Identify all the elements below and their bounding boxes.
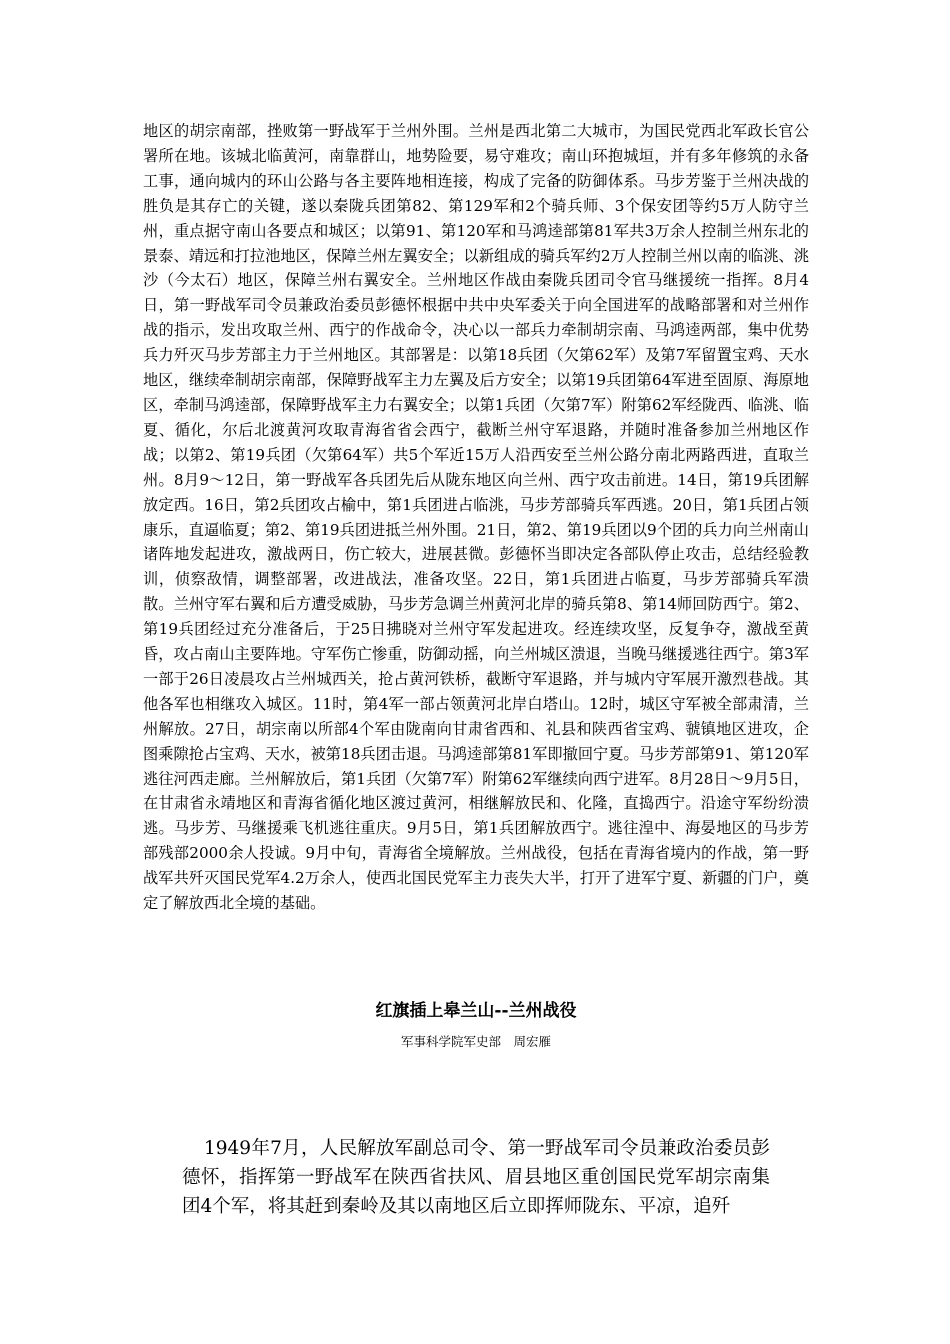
article-title: 红旗插上皋兰山--兰州战役 <box>375 1001 577 1021</box>
lead-paragraph: 1949年7月，人民解放军副总司令、第一野战军司令员兼政治委员彭德怀，指挥第一野战军在陕西省扶风、眉县地区重创国民党军胡宗南集团4个军，将其赶到秦岭及其以南地区后立即挥师陇东、平凉，追歼 <box>182 1138 770 1217</box>
byline: 军事科学院军史部 周宏雁 <box>400 1034 551 1049</box>
body-paragraph: 地区的胡宗南部，挫败第一野战军于兰州外围。兰州是西北第二大城市，为国民党西北军政长官公署所在地。该城北临黄河，南靠群山，地势险要，易守难攻；南山环抱城垣，并有多年修筑的永备工事，通向城内的环山公路与各主要阵地相连接，构成了完备的防御体系。马步芳鉴于兰州决战的胜负是其存亡的关键，遂以秦陇兵团第82、第129军和2个骑兵师、3个保安团等约5万人防守兰州，重点据守南山各要点和城区；以第91、第120军和马鸿逵部第81军共3万余人控制兰州东北的景泰、靖远和打拉池地区，保障兰州左翼安全；以新组成的骑兵军约2万人控制兰州以南的临洮、洮沙（今太石）地区，保障兰州右翼安全。兰州地区作战由秦陇兵团司令官马继援统一指挥。8月4日，第一野战军司令员兼政治委员彭德怀根据中共中央军委关于向全国进军的战略部署和对兰州作战的指示，发出攻取兰州、西宁的作战命令，决心以一部兵力牵制胡宗南、马鸿逵两部，集中优势兵力歼灭马步芳部主力于兰州地区。其部署是：以第18兵团（欠第62军）及第7军留置宝鸡、天水地区，继续牵制胡宗南部，保障野战军主力左翼及后方安全；以第19兵团第64军进至固原、海原地区，牵制马鸿逵部，保障野战军主力右翼安全；以第1兵团（欠第7军）附第62军经陇西、临洮、临夏、循化，尔后北渡黄河攻取青海省省会西宁，截断兰州守军退路，并随时准备参加兰州地区作战；以第2、第19兵团（欠第64军）共5个军近15万人沿西安至兰州公路分南北两路西进，直取兰州。8月9～12日，第一野战军各兵团先后从陇东地区向兰州、西宁攻击前进。14日，第19兵团解放定西。16日，第2兵团攻占榆中，第1兵团进占临洮，马步芳部骑兵军西逃。20日，第1兵团占领康乐，直逼临夏；第2、第19兵团进抵兰州外围。21日，第2、第19兵团以9个团的兵力向兰州南山诸阵地发起进攻，激战两日，伤亡较大，进展甚微。彭德怀当即决定各部队停止攻击，总结经验教训，侦察敌情，调整部署，改进战法，准备攻坚。22日，第1兵团进占临夏，马步芳部骑兵军溃散。兰州守军右翼和后方遭受威胁，马步芳急调兰州黄河北岸的骑兵第8、第14师回防西宁。第2、第19兵团经过充分准备后，于25日拂晓对兰州守军发起进攻。经连续攻坚，反复争夺，激战至黄昏，攻占南山主要阵地。守军伤亡惨重，防御动摇，向兰州城区溃退，当晚马继援逃往西宁。第3军一部于26日凌晨攻占兰州城西关，抢占黄河铁桥，截断守军退路，并与城内守军展开激烈巷战。其他各军也相继攻入城区。11时，第4军一部占领黄河北岸白塔山。12时，城区守军被全部肃清，兰州解放。27日，胡宗南以所部4个军由陇南向甘肃省西和、礼县和陕西省宝鸡、虢镇地区进攻，企图乘隙抢占宝鸡、天水，被第18兵团击退。马鸿逵部第81军即撤回宁夏。马步芳部第91、第120军逃往河西走廊。兰州解放后，第1兵团（欠第7军）附第62军继续向西宁进军。8月28日～9月5日，在甘肃省永靖地区和青海省循化地区渡过黄河，相继解放民和、化隆，直捣西宁。沿途守军纷纷溃逃。马步芳、马继援乘飞机逃往重庆。9月5日，第1兵团解放西宁。逃往湟中、海晏地区的马步芳部残部2000余人投诚。9月中旬，青海省全境解放。兰州战役，包括在青海省境内的作战，第一野战军共歼灭国民党军4.2万余人，使西北国民党军主力丧失大半，打开了进军宁夏、新疆的门户，奠定了解放西北全境的基础。 <box>143 122 809 913</box>
